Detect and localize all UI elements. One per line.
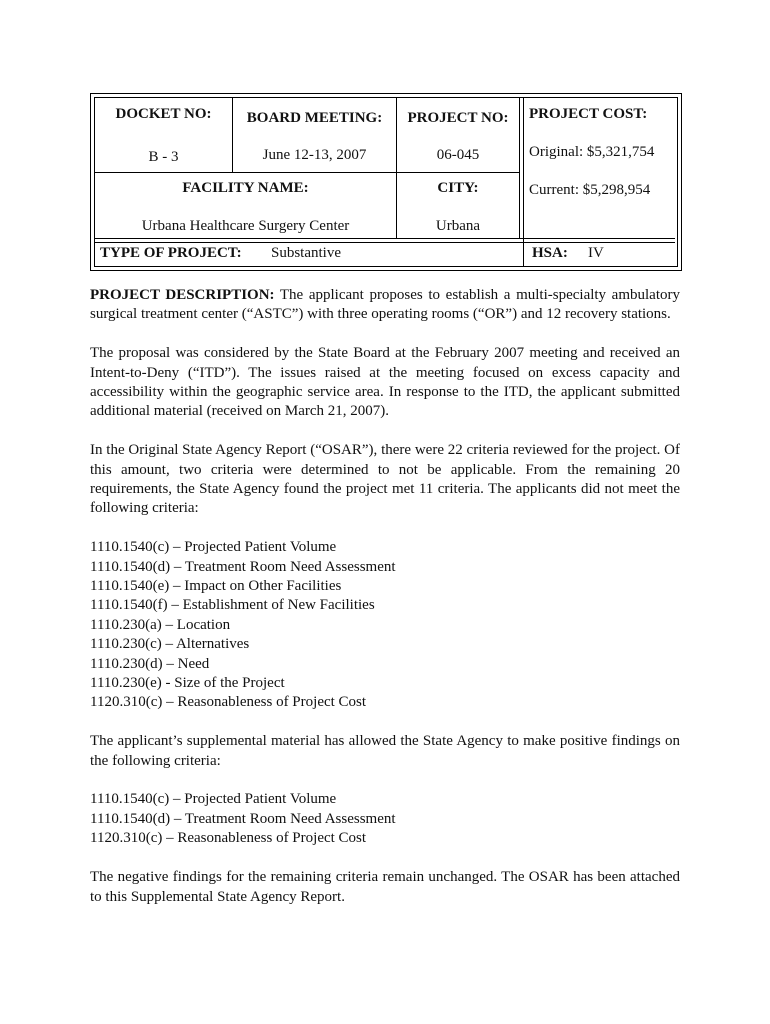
list-item: 1110.1540(e) – Impact on Other Facilities — [90, 578, 342, 595]
project-header-table — [90, 93, 682, 271]
facility-name-value: Urbana Healthcare Surgery Center — [141, 218, 350, 234]
project-cost-label: PROJECT COST: — [529, 106, 648, 122]
list-item: 1120.310(c) – Reasonableness of Project Cost — [90, 830, 367, 847]
city-label: CITY: — [437, 180, 479, 196]
list-item: 1120.310(c) – Reasonableness of Project Cost — [90, 694, 367, 711]
facility-name-label: FACILITY NAME: — [182, 180, 309, 196]
divider — [95, 172, 520, 173]
list-item: 1110.230(a) – Location — [90, 616, 231, 633]
board-meeting-label: BOARD MEETING: — [246, 110, 383, 126]
list-item: 1110.230(c) – Alternatives — [90, 636, 250, 653]
list-item: 1110.1540(d) – Treatment Room Need Assessment — [90, 558, 396, 575]
project-description — [90, 286, 680, 325]
paragraph-negative-findings: The negative findings for the remaining criteria remain unchanged. The OSAR has been attached to this Supplemental State Agency Report. — [90, 869, 680, 905]
report-body — [90, 286, 680, 926]
list-item: 1110.230(e) - Size of the Project — [90, 675, 285, 692]
paragraph-supplemental: The applicant’s supplemental material has allowed the State Agency to make positive findings on the following criteria: — [90, 733, 680, 769]
list-item: 1110.230(d) – Need — [90, 655, 210, 672]
project-no-label: PROJECT NO: — [407, 110, 509, 126]
divider — [523, 98, 524, 266]
divider — [519, 98, 520, 238]
list-item: 1110.1540(c) – Projected Patient Volume — [90, 539, 337, 556]
project-no-value: 06-045 — [436, 147, 480, 163]
project-cost-current: Current: $5,298,954 — [529, 182, 651, 198]
hsa-value: IV — [588, 245, 604, 261]
project-description-label: PROJECT DESCRIPTION: — [90, 287, 275, 303]
board-meeting-value: June 12-13, 2007 — [262, 147, 367, 163]
type-of-project-value: Substantive — [271, 245, 341, 261]
unmet-criteria-list — [90, 538, 680, 713]
divider — [95, 242, 675, 243]
list-item: 1110.1540(f) – Establishment of New Facilities — [90, 597, 375, 614]
divider — [95, 238, 675, 239]
list-item: 1110.1540(c) – Projected Patient Volume — [90, 791, 337, 808]
list-item: 1110.1540(d) – Treatment Room Need Assessment — [90, 810, 396, 827]
city-value: Urbana — [435, 218, 481, 234]
project-cost-original: Original: $5,321,754 — [529, 144, 655, 160]
docket-value: B - 3 — [148, 149, 179, 165]
type-of-project-label: TYPE OF PROJECT: — [100, 245, 242, 261]
docket-label: DOCKET NO: — [115, 106, 212, 122]
paragraph-itd: The proposal was considered by the State Board at the February 2007 meeting and received an Intent-to-Deny (“ITD”). The issues raised at the meeting focused on excess capacity and accessibility within the geographic service area. In response to the ITD, the applicant submitted additional material (received on March 21, 2007). — [90, 345, 680, 420]
hsa-label: HSA: — [532, 245, 568, 261]
positive-criteria-list — [90, 790, 680, 848]
project-description-text: The applicant proposes to establish a multi-specialty ambulatory surgical treatment center (“ASTC”) with three operating rooms (“OR”) and 12 recovery stations. — [90, 287, 680, 323]
paragraph-osar: In the Original State Agency Report (“OSAR”), there were 22 criteria reviewed for the project. Of this amount, two criteria were determined to not be applicable. From the remaining 20 requirements, the State Agency found the project met 11 criteria. The applicants did not meet the following criteria: — [90, 442, 680, 517]
